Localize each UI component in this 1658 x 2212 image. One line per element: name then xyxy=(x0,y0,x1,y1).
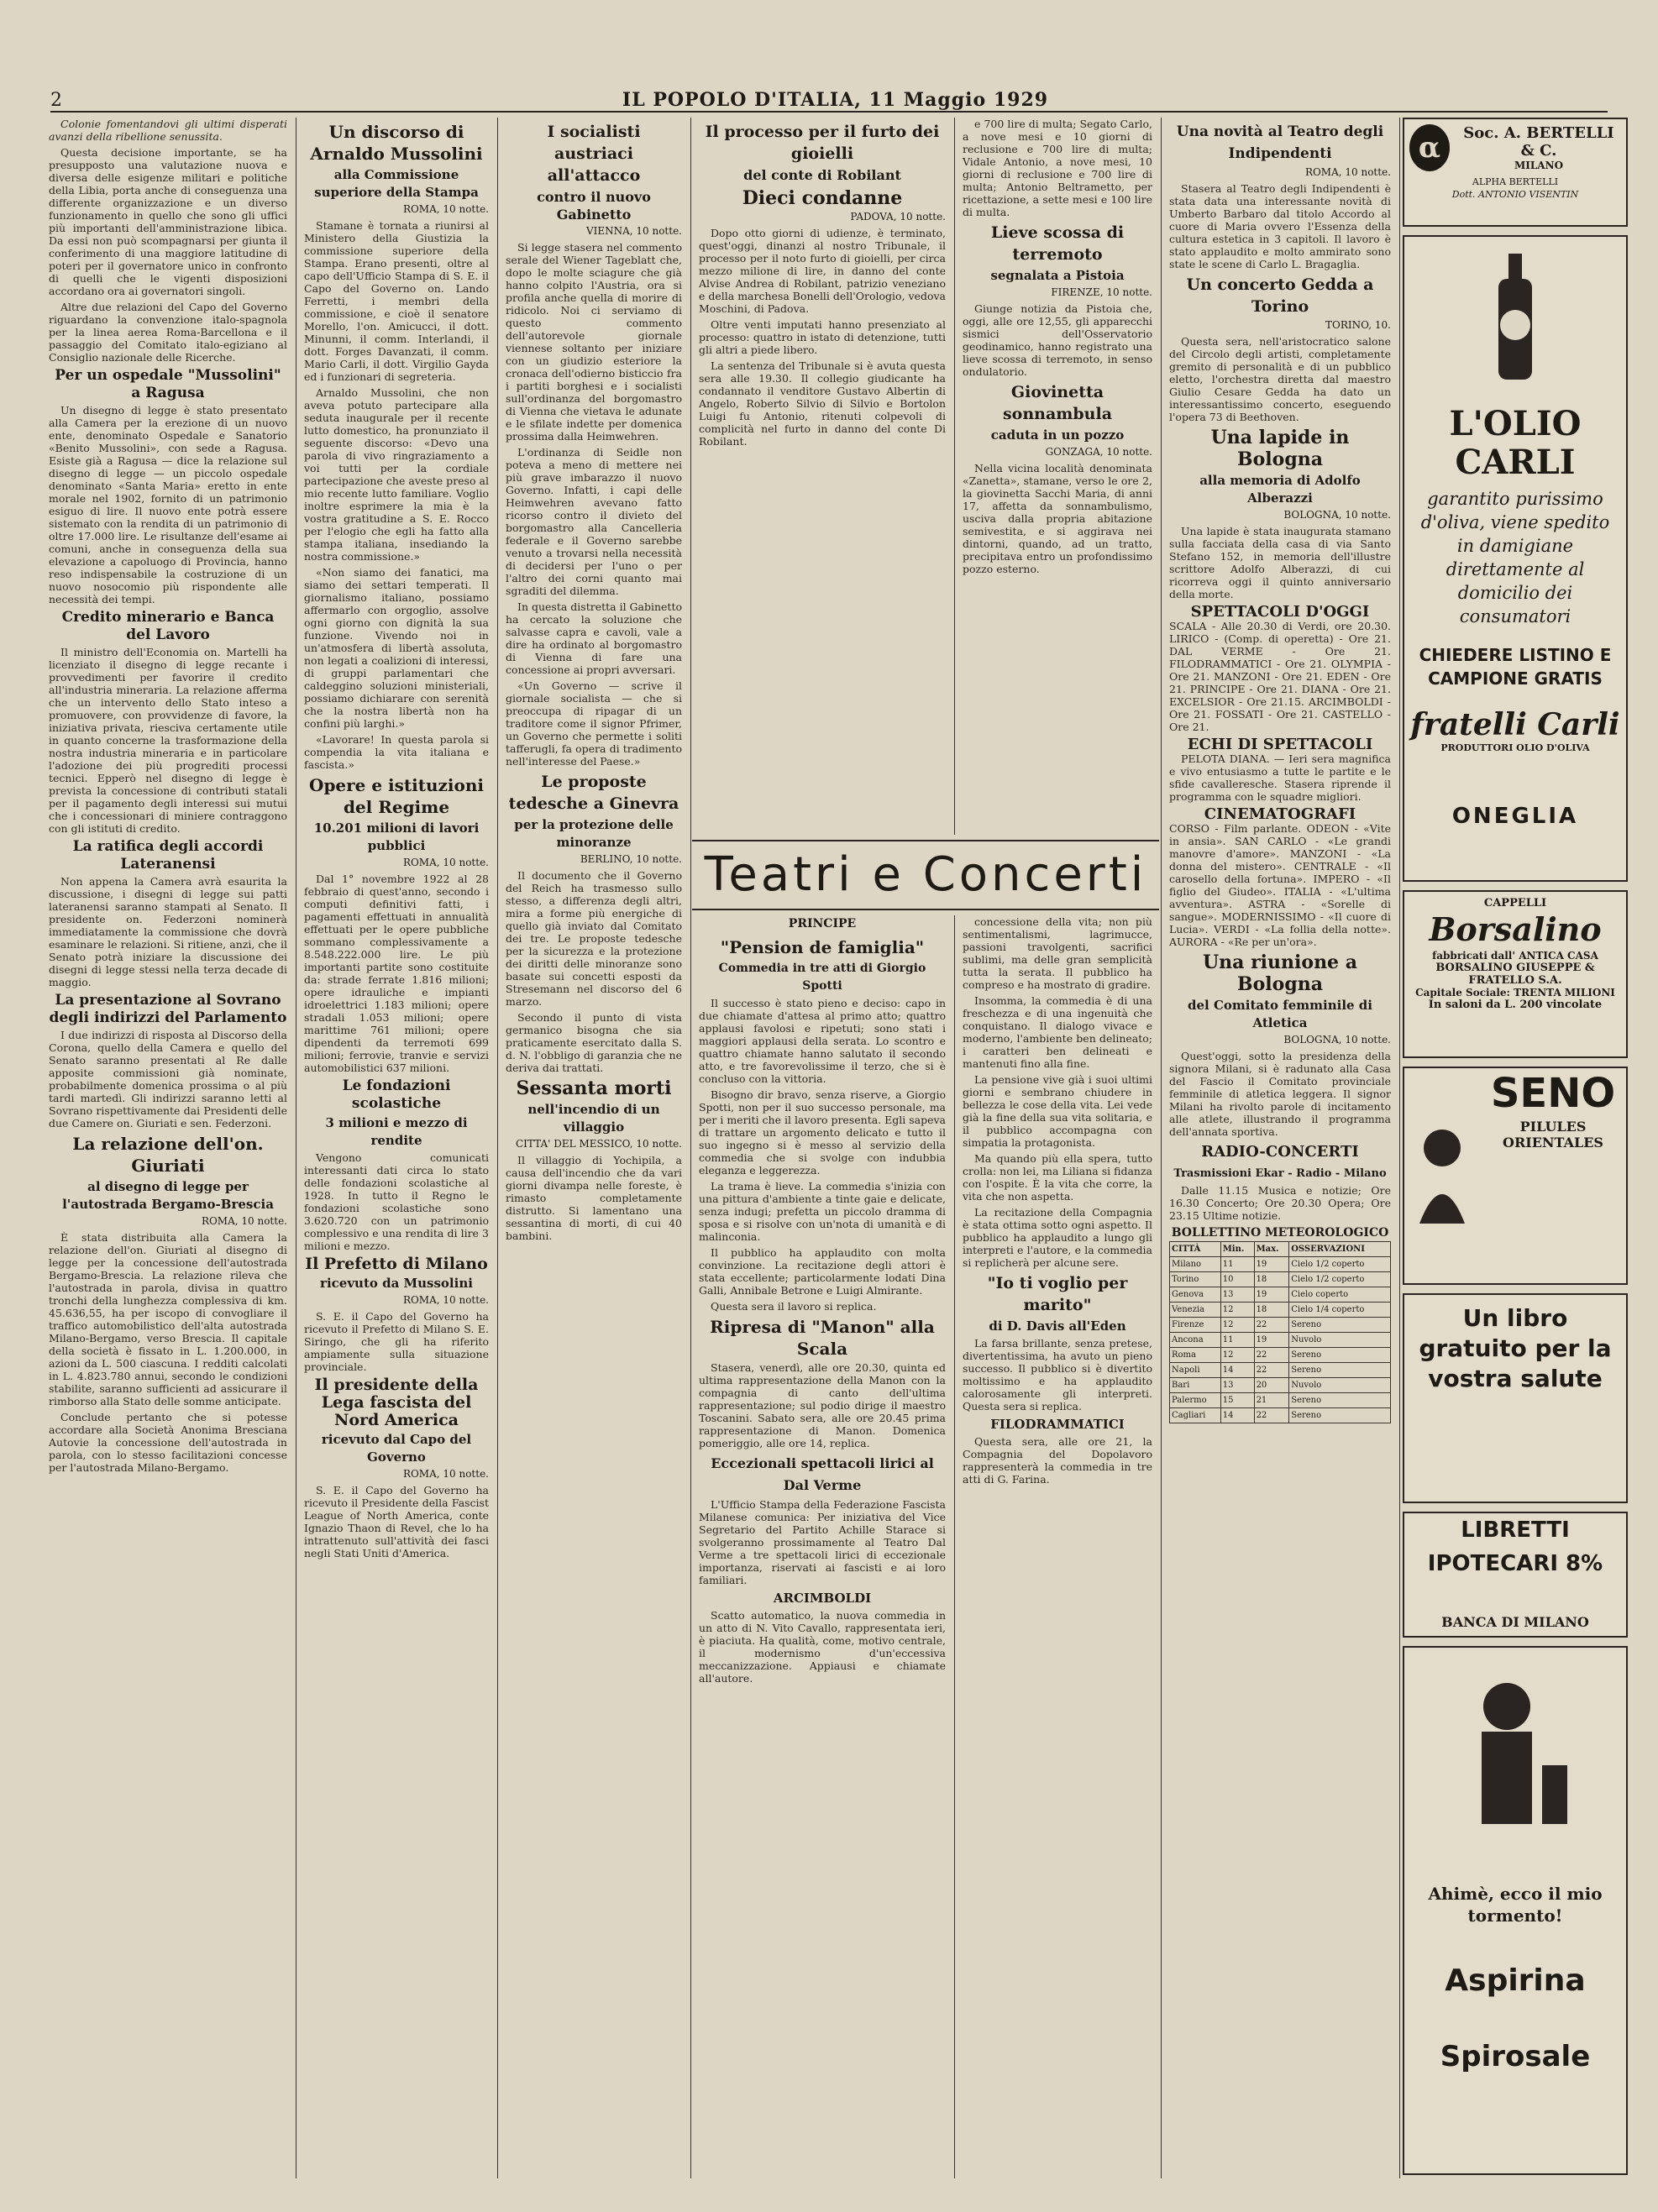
meteo-cell: Palermo xyxy=(1170,1393,1221,1408)
table-row xyxy=(1170,1257,1391,1272)
meteo-header-cell: OSSERVAZIONI xyxy=(1289,1242,1391,1257)
meteo-cell: 19 xyxy=(1254,1287,1289,1303)
meteo-cell: Cielo coperto xyxy=(1289,1287,1391,1303)
section-banner-teatri: Teatri e Concerti xyxy=(692,840,1159,910)
portrait-illustration xyxy=(1404,1068,1480,1278)
meteo-cell: Napoli xyxy=(1170,1363,1221,1378)
meteo-cell: 22 xyxy=(1254,1348,1289,1363)
meteo-cell: 13 xyxy=(1220,1287,1254,1303)
headline-processo-gioielli: Il processo per il furto dei gioielli xyxy=(705,123,940,163)
headline-presentazione-sovrano: La presentazione al Sovrano degli indirizzi del Parlamento xyxy=(49,992,287,1026)
ad-olio-carli: L'OLIO CARLI garantito purissimo d'oliva, viene spedito in damigiane direttamente al domicilio dei consumatori CHIEDERE LISTINO E CAMPIONE GRATIS fratelli Carli PRODUTTORI OLIO D'OLIVA ONEGLIA xyxy=(1403,235,1628,882)
headline-accordi-lateranensi: La ratifica degli accordi Lateranensi xyxy=(72,838,264,873)
meteo-cell: 19 xyxy=(1254,1257,1289,1272)
column-2: Un discorso di Arnaldo Mussolini alla Commissione superiore della Stampa ROMA, 10 notte. Stamane è tornata a riunirsi al Ministero della Giustizia la commissione superiore della Stampa. Erano presenti, oltre al capo dell'Ufficio Stampa di S. E. il Capo del Governo on. Lando Ferretti, i membri della commissione, e cioè il senatore Morello, l'on. Amicucci, il dott. Minunni, il comm. Interlandi, il dott. Forges Davanzati, il comm. Mario Carli, il dott. Virgilio Gayda ed i funzionari di segreteria. Arnaldo Mussolini, che non aveva potuto partecipare alla seduta inaugurale per il recente lutto domestico, ha pronunziato il seguente discorso: «Devo una parola di vivo ringraziamento a voi tutti per la cordiale partecipazione che aveste preso al mio recente lutto familiare. Voglio inoltre esprimere la mia è la vostra gratitudine a S. E. Rocco per l'elogio che egli ha fatto alla stampa italiana, insediando la nostra commissione.» «Non siamo dei fanatici, ma siamo dei settari temperati. Il giornalismo italiano, possiamo affermarlo con orgoglio, assolve ogni giorno con dignità la sua funzione. Vivendo noi in un'atmosfera di libertà assoluta, non legati a coalizioni di interessi, di gruppi parlamentari che caldeggino soluzioni ministeriali, possiamo dichiarare con serenità che la nostra libertà non ha confini più larghi.» «Lavorare! In questa parola si compendia la vita italiana e fascista.» Opere e istituzioni del Regime 10.201 milioni di lavori pubblici ROMA, 10 notte. Dal 1° novembre 1922 al 28 febbraio di quest'anno, secondo i computi definitivi fatti, i pagamenti effettuati in annualità effettuati per le opere pubbliche sommano complessivamente a 8.548.222.000 lire. Le più importanti partite sono costituite da: strade ferrate 1.816 milioni; opere idrauliche e impianti idroelettrici 1.183 milioni; opere stradali 1.053 milioni; opere marittime 761 milioni; opere dipendenti da terremoti 699 milioni; ferrovie, tranvie e servizi automobilistici 637 milioni. Le fondazioni scolastiche 3 milioni e mezzo di rendite Vengono comunicati interessanti dati circa lo stato delle fondazioni scolastiche al 1928. In tutto il Regno le fondazioni scolastiche sono 3.620.720 con un patrimonio complessivo e una rendita di lire 3 milioni e mezzo. Il Prefetto di Milano ricevuto da Mussolini ROMA, 10 notte. S. E. il Capo del Governo ha ricevuto il Prefetto di Milano S. E. Siringo, che gli ha riferito ampiamente sulla situazione provinciale. Il presidente della Lega fascista del Nord America ricevuto dal Capo del Governo ROMA, 10 notte. S. E. il Capo del Governo ha ricevuto il Presidente della Fascist League of North America, conte Ignazio Thaon di Revel, che lo ha intrattenuto sull'attività dei fasci negli Stati Uniti d'America. xyxy=(304,122,489,1559)
meteo-cell: Venezia xyxy=(1170,1303,1221,1318)
ad-bertelli: α Soc. A. BERTELLI & C. MILANO ALPHA BERTELLI Dott. ANTONIO VISENTIN xyxy=(1403,118,1628,227)
column-teatri-2: concessione della vita; non più sentimentalismi, lagrimucce, passioni travolgenti, sacrifici sublimi, ma delle gran semplicità tutta la serata. Il pubblico ha compreso e ha mostrato di gradire. Insomma, la commedia è di una freschezza e di una ingenuità che conquistano. Il dialogo vivace e moderno, l'ambiente ben delineato; i caratteri ben delineati e mantenuti fino alla fine. La pensione vive già i suoi ultimi giorni e sembrano chiudere in bellezza le cose della vita. Lei vede già la fine della sua vita solitaria, e il pubblico accompagna con simpatia la protagonista. Ma quando più ella spera, tutto crolla: non lei, ma Liliana si fidanza con l'ospite. È la vita che corre, la vita che non aspetta. La recitazione della Compagnia è stata ottima sotto ogni aspetto. Il pubblico ha applaudito a lungo gli interpreti e l'autore, e la commedia si replicherà per alcune sere. "Io ti voglio per marito" di D. Davis all'Eden La farsa brillante, senza pretese, divertentissima, ha avuto un pieno successo. Il pubblico si è divertito moltissimo e ha applaudito calorosamente gli interpreti. Questa sera si replica. FILODRAMMATICI Questa sera, alle ore 21, la Compagnia del Dopolavoro rappresenterà la commedia in tre atti di G. Farina. xyxy=(963,915,1152,1486)
column-7: Una novità al Teatro degli Indipendenti ROMA, 10 notte. Stasera al Teatro degli Indipendenti è stata data una interessante novità di Umberto Barbaro dal titolo Accordo al cuore di Maria ovvero l'Essenza della cultura estetica in 3 capitoli. Il lavoro è stato applaudito e molto ammirato sono state le scene di Carlo L. Bragaglia. Un concerto Gedda a Torino TORINO, 10. Questa sera, nell'aristocratico salone del Circolo degli artisti, completamente gremito di personalità e di un pubblico eletto, l'orchestra diretta dal maestro Giulio Cesare Gedda ha dato un interessantissimo concerto, eseguendo l'opera 73 di Beethoven. Una lapide in Bologna alla memoria di Adolfo Alberazzi BOLOGNA, 10 notte. Una lapide è stata inaugurata stamano sulla facciata della casa di via Santo Stefano 152, in memoria dell'illustre scrittore Adolfo Alberazzi, di cui ricorreva oggi il quinto anniversario della morte. SPETTACOLI D'OGGI SCALA - Alle 20.30 di Verdi, ore 20.30. LIRICO - (Comp. di operetta) - Ore 21. DAL VERME - Ore 21. FILODRAMMATICI - Ore 21. OLYMPIA - Ore 21. MANZONI - Ore 21. EDEN - Ore 21. PRINCIPE - Ore 21. DIANA - Ore 21. EXCELSIOR - Ore 21.15. ARCIMBOLDI - Ore 21. FOSSATI - Ore 21. CASTELLO - Ore 21. ECHI DI SPETTACOLI PELOTA DIANA. — Ieri sera magnifica e vivo entusiasmo a tutte le partite e le sfide cavalleresche. Stasera riprende il programma con le squadre migliori. CINEMATOGRAFI CORSO - Film parlante. ODEON - «Vite in ansia». SAN CARLO - «Le grandi manovre d'amore». MANZONI - «La donna del mistero». CENTRALE - «Il carosello della fortuna». IMPERO - «Il figlio del Giudeo». ITALIA - «L'ultima avventura». ASTRA - «Sorelle di sangue». MODERNISSIMO - «Il cuore di Lucia». VERDI - «La follia della notte». AURORA - «Re per un'ora». Una riunione a Bologna del Comitato femminile di Atletica BOLOGNA, 10 notte. Quest'oggi, sotto la presidenza della signora Milani, si è radunato alla Casa del Fascio il Comitato provinciale femminile di atletica leggera. Il signor Milani ha rivolto parole di incitamento alle atlete, illustrando il programma dell'annata sportiva. RADIO-CONCERTI Trasmissioni Ekar - Radio - Milano Dalle 11.15 Musica e notizie; Ore 16.30 Concerto; Ore 20.30 Opera; Ore 23.15 Ultime notizie. BOLLETTINO METEOROLOGICO CITTÀ Min. Max. OSSERVAZIONI Milano 11 19 Cielo 1/2 coperto Torino 10 18 Cielo 1/2 coperto Genova 13 19 Cielo coperto Venezia 12 18 Cielo 1/4 coperto Firenze 12 22 Sereno Ancona 11 19 Nuvolo Roma 12 22 Sereno Napoli 14 22 Sereno Bari 13 20 Nuvolo Palermo 15 21 Sereno Cagliari 14 22 Sereno xyxy=(1162,118,1398,2178)
man-illustration xyxy=(1404,1648,1626,1883)
headline-lega-fascista: Il presidente della Lega fascista del Nord America xyxy=(314,1376,479,1429)
meteo-header-cell: CITTÀ xyxy=(1170,1242,1221,1257)
meteo-cell: Genova xyxy=(1170,1287,1221,1303)
meteo-cell: 10 xyxy=(1220,1272,1254,1287)
meteo-cell: 21 xyxy=(1254,1393,1289,1408)
meteo-cell: Sereno xyxy=(1289,1318,1391,1333)
headline-giovinetta-sonnambula: Giovinetta sonnambula xyxy=(1002,383,1113,423)
meteo-cell: 18 xyxy=(1254,1303,1289,1318)
column-5: e 700 lire di multa; Segato Carlo, a nove mesi e 10 giorni di reclusione e 700 lire di multa; Vidale Antonio, a nove mesi, 10 giorni di reclusione e 700 lire di multa; Antonio Beltrametto, per ricettazione, a sette mesi e 100 lire di multa. Lieve scossa di terremoto segnalata a Pistoia FIRENZE, 10 notte. Giunge notizia da Pistoia che, oggi, alle ore 12,55, gli apparecchi sismici dell'Osservatorio geodinamico, hanno registrato una lieve scossa di terremoto, in senso ondulatorio. Giovinetta sonnambula caduta in un pozzo GONZAGA, 10 notte. Nella vicina località denominata «Zanetta», stamane, verso le ore 2, la giovinetta Sacchi Maria, di anni 17, affetta da sonnambulismo, usciva dalla propria abitazione semivestita, e si aggirava nei dintorni, quando, ad un tratto, precipitava entro un profondissimo pozzo esterno. xyxy=(963,118,1152,575)
meteo-cell: 22 xyxy=(1254,1408,1289,1423)
column-teatri-1: PRINCIPE "Pension de famiglia" Commedia in tre atti di Giorgio Spotti Il successo è stato pieno e deciso: capo in due chiamate d'attesa al primo atto; quattro applausi favolosi e ripetuti; sono stati i maggiori applausi della serata. Lo scontro e quattro chiamate hanno salutato il secondo atto, e tre favorevolissime il terzo, che si è concluso con la vittoria. Bisogno dir bravo, senza riserve, a Giorgio Spotti, non per il suo successo personale, ma per i meriti che il lavoro presenta. Egli sapeva di trattare un argomento delicato e tutto il suo ingegno si è messo al servizio della commedia che si svolge con indubbia eleganza e leggerezza. La trama è lieve. La commedia s'inizia con una pittura d'ambiente a tinte gaie e delicate, senza indugi; prefetta un piccolo dramma di sposa e si risolve con un'nota di umanità e di malinconia. Il pubblico ha applaudito con molta convinzione. La recitazione degli attori è stata eccellente; particolarmente lodati Dina Galli, Annibale Betrone e Luigi Almirante. Questa sera il lavoro si replica. Ripresa di "Manon" alla Scala Stasera, venerdì, alle ore 20.30, quinta ed ultima rappresentazione della Manon con la compagnia di canto dell'ultima rappresentazione; sul podio dirige il maestro Toscanini. Sabato sera, alle ore 20.45 prima rappresentazione di Manon. Domenica pomeriggio, alle ore 14, replica. Eccezionali spettacoli lirici al Dal Verme L'Ufficio Stampa della Federazione Fascista Milanese comunica: Per iniziativa del Vice Segretario del Partito Achille Starace si svolgeranno prossimamente al Teatro Dal Verme a tre spettacoli lirici di eccezionale importanza, riservati ai fascisti e ai loro familiari. ARCIMBOLDI Scatto automatico, la nuova commedia in un atto di N. Vito Cavallo, rappresentata ieri, è piaciuta. Ha qualità, come, motivo centrale, il modernismo d'un'eccessiva meccanizzazione. Appiausi e chiamate all'autore. xyxy=(699,917,946,1685)
heading-spettacoli-oggi: SPETTACOLI D'OGGI xyxy=(1190,603,1370,621)
headline-opere-regime: Opere e istituzioni del Regime xyxy=(309,775,484,817)
meteo-cell: Sereno xyxy=(1289,1393,1391,1408)
meteo-table xyxy=(1169,1241,1391,1423)
headline-credito-minerario: Credito minerario e Banca del Lavoro xyxy=(61,609,275,643)
meteo-cell: Ancona xyxy=(1170,1333,1221,1348)
headline-riunione-bologna: Una riunione a Bologna xyxy=(1203,951,1357,995)
newspaper-title: IL POPOLO D'ITALIA, 11 Maggio 1929 xyxy=(622,89,1049,111)
meteo-cell: 11 xyxy=(1220,1333,1254,1348)
headline-io-ti-voglio: "Io ti voglio per marito" xyxy=(987,1274,1128,1314)
meteo-cell: Nuvolo xyxy=(1289,1378,1391,1393)
ad-libretti-ipotecari: LIBRETTI IPOTECARI 8% BANCA DI MILANO xyxy=(1403,1512,1628,1638)
table-row xyxy=(1170,1348,1391,1363)
subhead-commissione-stampa: alla Commissione superiore della Stampa xyxy=(314,167,479,200)
table-row xyxy=(1170,1272,1391,1287)
masthead xyxy=(50,82,1608,113)
heading-bollettino-meteo: BOLLETTINO METEOROLOGICO xyxy=(1171,1226,1389,1240)
meteo-cell: Milano xyxy=(1170,1257,1221,1272)
headline-fondazioni-scolastiche: Le fondazioni scolastiche xyxy=(342,1077,451,1112)
meteo-cell: 11 xyxy=(1220,1257,1254,1272)
meteo-cell: Cielo 1/4 coperto xyxy=(1289,1303,1391,1318)
meteo-cell: 12 xyxy=(1220,1303,1254,1318)
table-row xyxy=(1170,1287,1391,1303)
table-row xyxy=(1170,1333,1391,1348)
heading-cinematografi: CINEMATOGRAFI xyxy=(1204,805,1356,823)
headline-scossa-terremoto: Lieve scossa di terremoto xyxy=(990,223,1125,264)
headline-discorso-mussolini: Un discorso di Arnaldo Mussolini xyxy=(310,122,483,164)
oil-bottle-illustration xyxy=(1404,237,1626,405)
alpha-logo-icon: α xyxy=(1409,124,1450,171)
headline-radio-concerti: RADIO-CONCERTI xyxy=(1201,1143,1359,1161)
meteo-cell: 14 xyxy=(1220,1363,1254,1378)
meteo-cell: Nuvolo xyxy=(1289,1333,1391,1348)
meteo-cell: 22 xyxy=(1254,1363,1289,1378)
meteo-cell: Sereno xyxy=(1289,1408,1391,1423)
meteo-cell: 20 xyxy=(1254,1378,1289,1393)
meteo-cell: Cielo 1/2 coperto xyxy=(1289,1257,1391,1272)
column-1: Colonie fomentandovi gli ultimi disperati avanzi della ribellione senussita. Questa decisione importante, se ha presupposto una valutazione nuova e diversa delle esigenze militari e politiche della Libia, porta anche di conseguenza una differente organizzazione e un diverso funzionamento in quello che sono gli uffici più importanti dell'amministrazione libica. Da essi non può scompagnarsi per giunta il conferimento di una maggiore latitudine di poteri per il governatore unico in confronto di quelli che le vigenti disposizioni accordano ora ai governatori singoli. Altre due relazioni del Capo del Governo riguardano la convenzione italo-spagnola per la linea aerea Roma-Barcellona e il passaggio del Comitato italo-egiziano al Consiglio nazionale delle Ricerche. Per un ospedale "Mussolini" a Ragusa Un disegno di legge è stato presentato alla Camera per la erezione di un nuovo ente, denominato Ospedale e Sanatorio «Benito Mussolini», con sede a Ragusa. Esiste già a Ragusa — dice la relazione sul disegno di legge — un piccolo ospedale denominato «Santa Maria» eretto in ente morale nel 1902, fornito di un patrimonio esiguo di lire. Il nuovo ente potrà essere sistemato con la rendita di un patrimonio di oltre 17.000 lire. Le risultanze dell'esame ai comuni, anche in conseguenza della sua elevazione a capoluogo di Provincia, hanno reso indispensabile la costruzione di un nuovo nosocomio più rispondente alle necessità dei tempi. Credito minerario e Banca del Lavoro Il ministro dell'Economia on. Martelli ha licenziato il disegno di legge recante i provvedimenti per favorire il credito all'industria mineraria. La relazione afferma che un intervento dello Stato inteso a promuovere, con provvidenze di favore, la iniziativa privata, riesciva certamente utile in quanto concerne la trasformazione della nostra industria mineraria e in particolare l'adozione dei più progrediti processi tecnici. Epperò nel disegno di legge è prevista la concessione di contributi statali per il pagamento degli interessi sui mutui che i concessionari di miniere contraggono con gli istituti di credito. La ratifica degli accordi Lateranensi Non appena la Camera avrà esaurita la discussione, i disegni di legge sui patti lateranensi saranno stampati al Senato. Il presidente on. Federzoni nominerà immediatamente la commissione che dovrà esaminare le relazioni. Si ritiene, anzi, che il Senato potrà iniziare la discussione dei disegni di legge stessi nella terza decade di maggio. La presentazione al Sovrano degli indirizzi del Parlamento I due indirizzi di risposta al Discorso della Corona, quello della Camera e quello del Senato saranno presentati al Re dalle apposite commissioni già nominate, probabilmente domenica prossima o al più tardi martedì. Gli indirizzi saranno letti al Sovrano rispettivamente dai Presidenti delle due Camere on. Giuriati e sen. Federzoni. La relazione dell'on. Giuriati al disegno di legge per l'autostrada Bergamo-Brescia ROMA, 10 notte. È stata distribuita alla Camera la relazione dell'on. Giuriati al disegno di legge per la concessione dell'autostrada Bergamo-Brescia. La relazione rileva che l'autostrada in parola, divisa in quattro tronchi della lunghezza complessiva di km. 45.636,55, ha per iscopo di convogliare il traffico automobilistico dell'alta autostrada Milano-Bergamo, verso Brescia. Il capitale della società è fissato in L. 1.200.000, in azioni da L. 500 ciascuna. I redditi calcolati in L. 4.823.780 annui, secondo le condizioni stabilite, saranno sufficienti ad assicurare il rimborso alla Stato delle somme anticipate. Conclude pertanto che si potesse accordare alla Società Anonima Bresciana Autovie la concessione dell'autostrada in parola, con lo stesso facilitazioni concesse per l'autostrada Milano-Bergamo. xyxy=(49,118,287,1474)
meteo-cell: Sereno xyxy=(1289,1363,1391,1378)
headline-proposte-ginevra: Le proposte tedesche a Ginevra xyxy=(508,773,679,813)
table-row xyxy=(1170,1393,1391,1408)
page-number: 2 xyxy=(50,90,63,111)
ad-seno: SENO PILULES ORIENTALES xyxy=(1403,1067,1628,1285)
heading-echi-spettacoli: ECHI DI SPETTACOLI xyxy=(1187,736,1373,753)
table-row xyxy=(1170,1408,1391,1423)
meteo-cell: 14 xyxy=(1220,1408,1254,1423)
headline-prefetto-milano: Il Prefetto di Milano xyxy=(305,1255,488,1273)
subhead-autostrada: al disegno di legge per l'autostrada Bergamo-Brescia xyxy=(62,1179,274,1212)
meteo-cell: Roma xyxy=(1170,1348,1221,1363)
meteo-header-cell: Min. xyxy=(1220,1242,1254,1257)
meteo-cell: Firenze xyxy=(1170,1318,1221,1333)
meteo-cell: 12 xyxy=(1220,1318,1254,1333)
table-row xyxy=(1170,1318,1391,1333)
headline-pension-famiglia: "Pension de famiglia" xyxy=(720,937,925,957)
headline-ripresa-manon: Ripresa di "Manon" alla Scala xyxy=(710,1317,935,1359)
meteo-cell: Bari xyxy=(1170,1378,1221,1393)
meteo-cell: 13 xyxy=(1220,1378,1254,1393)
ad-libro-gratuito: Un libro gratuito per la vostra salute xyxy=(1403,1293,1628,1503)
table-row xyxy=(1170,1378,1391,1393)
headline-socialisti-austriaci: I socialisti austriaci all'attacco xyxy=(547,123,641,185)
meteo-cell: 15 xyxy=(1220,1393,1254,1408)
dateline: ROMA, 10 notte. xyxy=(201,1215,287,1227)
headline-teatro-indipendenti: Una novità al Teatro degli Indipendenti xyxy=(1176,123,1384,162)
headline-relazione-giuriati: La relazione dell'on. Giuriati xyxy=(72,1134,264,1176)
column-4: Il processo per il furto dei gioielli del conte di Robilant Dieci condanne PADOVA, 10 notte. Dopo otto giorni di udienze, è terminato, quest'oggi, dinanzi al nostro Tribunale, il processo per il noto furto di gioielli, per circa mezzo milione di lire, in danno del conte Alvise Andrea di Robilant, patrizio veneziano e della marchesa Bonelli dell'Orologio, vedova Moschini, di Padova. Oltre venti imputati hanno presenziato al processo: quattro in istato di detenzione, tutti gli altri a piede libero. La sentenza del Tribunale si è avuta questa sera alle 19.30. Il collegio giudicante ha condannato il venditore Gustavo Albertin di Angelo, Roberto Silvio di Silvio e Bortolon Luigi fu Antonio, ritenuti colpevoli di complicità nel furto in danno del conte Di Robilant. xyxy=(699,123,946,448)
meteo-cell: 12 xyxy=(1220,1348,1254,1363)
meteo-cell: Sereno xyxy=(1289,1348,1391,1363)
meteo-header-cell: Max. xyxy=(1254,1242,1289,1257)
headline-concerto-gedda: Un concerto Gedda a Torino xyxy=(1186,275,1374,316)
meteo-cell: Torino xyxy=(1170,1272,1221,1287)
meteo-cell: 19 xyxy=(1254,1333,1289,1348)
ad-aspirina: Ahimè, ecco il mio tormento! Aspirina Spirosale xyxy=(1403,1646,1628,2175)
subhead-lavori-pubblici: 10.201 milioni di lavori pubblici xyxy=(313,820,480,853)
table-row xyxy=(1170,1303,1391,1318)
headline-dal-verme: Eccezionali spettacoli lirici al Dal Verme xyxy=(711,1455,934,1493)
meteo-cell: 22 xyxy=(1254,1318,1289,1333)
table-row xyxy=(1170,1363,1391,1378)
meteo-cell: 18 xyxy=(1254,1272,1289,1287)
meteo-cell: Cielo 1/2 coperto xyxy=(1289,1272,1391,1287)
headline-sessanta-morti: Sessanta morti xyxy=(516,1077,672,1099)
headline-ospedale-ragusa: Per un ospedale "Mussolini" a Ragusa xyxy=(55,367,281,401)
ad-borsalino: CAPPELLI Borsalino fabbricati dall' ANTICA CASA BORSALINO GIUSEPPE & FRATELLO S.A. Capitale Sociale: TRENTA MILIONI In saloni da L. 200 vincolate xyxy=(1403,890,1628,1058)
meteo-cell: Cagliari xyxy=(1170,1408,1221,1423)
headline-lapide-bologna: Una lapide in Bologna xyxy=(1210,427,1350,470)
intro-text: Colonie fomentandovi gli ultimi disperati avanzi della ribellione senussita. xyxy=(49,118,287,143)
column-3: I socialisti austriaci all'attacco contro il nuovo Gabinetto VIENNA, 10 notte. Si legge stasera nel commento serale del Wiener Tageblatt che, dopo le molte sciagure che già hanno colpito l'Austria, ora si profila anche quella di morire di ridicolo. Noi ci serviamo di questo commento dell'autorevole giornale viennese soltanto per iniziare con un giudizio esteriore la cronaca dell'odierno bisticcio fra i partiti borghesi e i socialisti sull'ordinanza del borgomastro di Vienna che vietava le adunate e le sfilate indette per domenica prossima dalla Heimwehren. L'ordinanza di Seidle non poteva a meno di mettere nei più grave imbarazzo il nuovo Governo. Infatti, i capi delle Heimwehren avevano fatto ricorso contro il divieto del borgomastro alla Cancelleria federale e il Governo sarebbe venuto a trovarsi nella necessità di decidersi per l'uno o per l'altro dei corni quanto mai sgraditi del dilemma. In questa distretta il Gabinetto ha cercato la soluzione che salvasse capra e cavoli, vale a dire ha ordinato al borgomastro di Vienna di fare una concessione ai propri avversari. «Un Governo — scrive il giornale socialista — che si preoccupa di ripagar di un traditore come il signor Pfrimer, un Governo che permette i soliti tafferugli, fa opera di tradimento nell'interesse del Paese.» Le proposte tedesche a Ginevra per la protezione delle minoranze BERLINO, 10 notte. Il documento che il Governo del Reich ha trasmesso sullo stesso, a differenza degli altri, mira a forme più energiche di quello già inviato dal Comitato dei tre. Le proposte tedesche per la sicurezza e la protezione dei diritti delle minoranze sono basate sui concetti esposti da Stresemann nel discorso del 6 marzo. Secondo il punto di vista germanico bisogna che sia praticamente esercitato dalla S. d. N. l'obbligo di garanzia che ne deriva dai trattati. Sessanta morti nell'incendio di un villaggio CITTA' DEL MESSICO, 10 notte. Il villaggio di Yochipila, a causa dell'incendio che da vari giorni divampa nelle foreste, è rimasto completamente distrutto. Si lamentano una sessantina di morti, di cui 40 bambini. xyxy=(506,123,682,1242)
